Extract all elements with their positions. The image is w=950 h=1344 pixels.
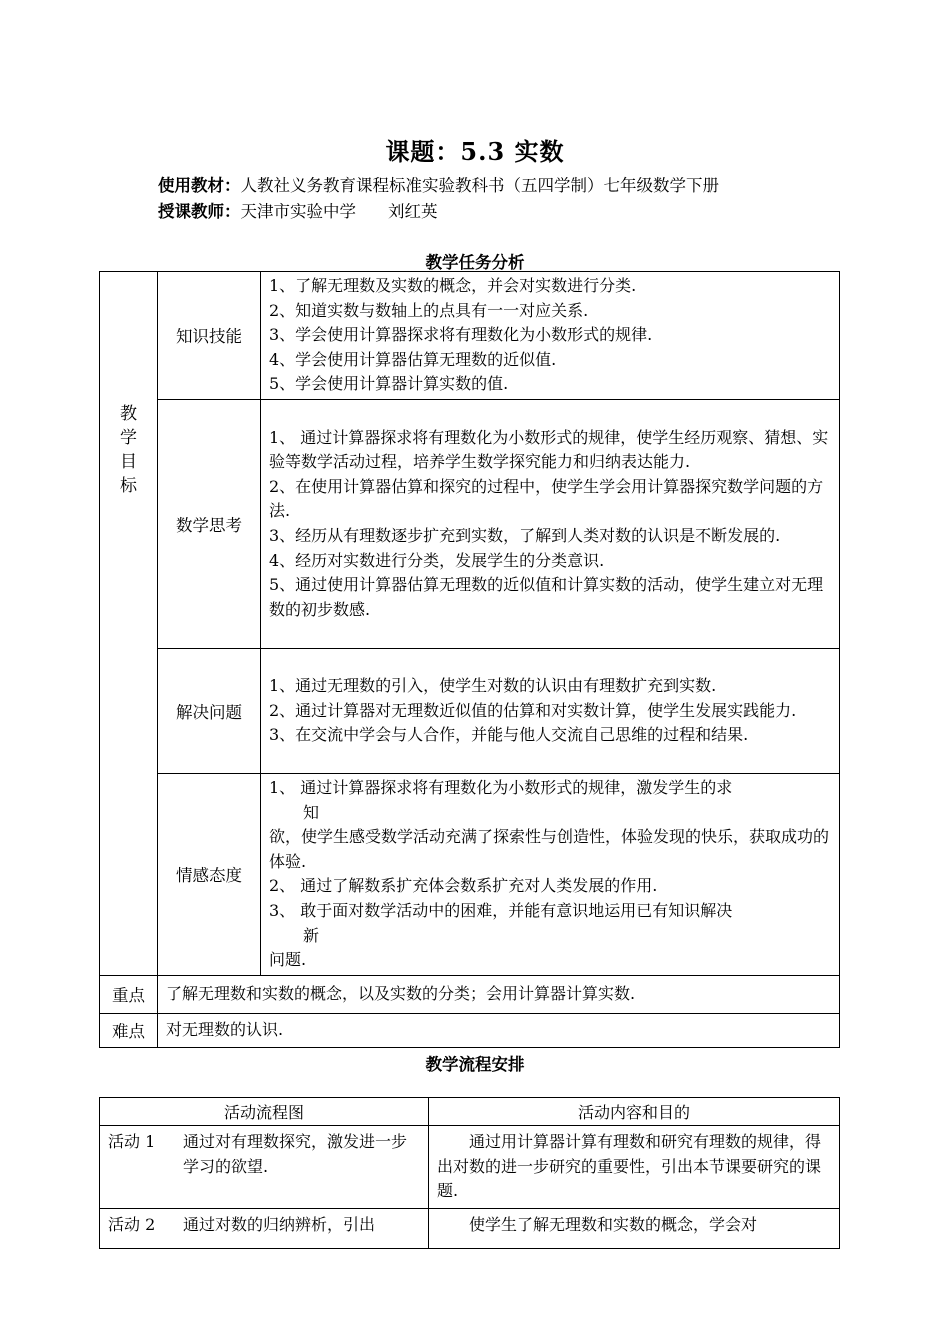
table-row xyxy=(429,1208,840,1248)
activity-content: 使学生了解无理数和实数的概念，学会对 xyxy=(469,1214,758,1234)
category-problem-solving: 解决问题 xyxy=(158,648,261,773)
list-item: 2、知道实数与数轴上的点具有一一对应关系. xyxy=(269,300,589,320)
table-row xyxy=(100,1208,429,1248)
activity-number: 活动 2 xyxy=(108,1214,156,1234)
table-row xyxy=(429,1126,840,1209)
difficulty-text: 对无理数的认识. xyxy=(158,1013,840,1047)
teacher-line xyxy=(158,199,878,225)
teacher-label: 授课教师： xyxy=(158,202,241,221)
page-title: 课题：5.3 实数 xyxy=(385,137,565,166)
category-thinking: 数学思考 xyxy=(158,399,261,648)
list-item: 5、通过使用计算器估算无理数的近似值和计算实数的活动，使学生建立对无理数的初步数感. xyxy=(269,575,824,619)
difficulty-label: 难点 xyxy=(100,1013,158,1047)
thinking-items xyxy=(261,399,840,648)
textbook-line xyxy=(158,173,878,199)
flow-header-chart: 活动流程图 xyxy=(100,1098,429,1126)
flow-arrangement-title: 教学流程安排 xyxy=(425,1055,525,1074)
list-item: 3、学会使用计算器探求将有理数化为小数形式的规律. xyxy=(269,325,653,345)
activity-flow: 通过对有理数探究，激发进一步学习的欲望. xyxy=(183,1132,408,1176)
activity-flow: 通过对数的归纳辨析，引出 xyxy=(183,1214,376,1234)
category-knowledge: 知识技能 xyxy=(158,272,261,400)
table-row xyxy=(100,1126,429,1209)
list-item-cont: 欲，使学生感受数学活动充满了探索性与创造性，体验发现的快乐，获取成功的体验. xyxy=(269,827,830,871)
list-item-wrap: 新 xyxy=(303,925,320,945)
list-item: 4、经历对实数进行分类，发展学生的分类意识. xyxy=(269,550,605,570)
key-point-label: 重点 xyxy=(100,975,158,1013)
list-item: 1、通过无理数的引入，使学生对数的认识由有理数扩充到实数. xyxy=(269,676,717,696)
list-item: 2、 通过了解数系扩充体会数系扩充对人类发展的作用. xyxy=(269,876,658,896)
list-item: 4、学会使用计算器估算无理数的近似值. xyxy=(269,349,557,369)
list-item: 3、经历从有理数逐步扩充到实数，了解到人类对数的认识是不断发展的. xyxy=(269,525,781,545)
list-item: 1、了解无理数及实数的概念，并会对实数进行分类. xyxy=(269,276,637,295)
task-analysis-title: 教学任务分析 xyxy=(425,253,525,272)
list-item: 2、通过计算器对无理数近似值的估算和对实数计算，使学生发展实践能力. xyxy=(269,700,797,720)
problem-items xyxy=(261,648,840,773)
list-item-wrap: 知 xyxy=(303,802,320,822)
task-analysis-table xyxy=(99,271,840,1048)
list-item: 1、 通过计算器探求将有理数化为小数形式的规律，使学生经历观察、猜想、实验等数学活动过程，培养学生数学探究能力和归纳表达能力. xyxy=(269,427,829,472)
attitude-items xyxy=(261,773,840,975)
flow-header-content: 活动内容和目的 xyxy=(429,1098,840,1126)
flow-table xyxy=(99,1097,840,1249)
teaching-goals-label: 教 学 目 标 xyxy=(100,272,158,976)
textbook-value: 人教社义务教育课程标准实验教科书（五四学制）七年级数学下册 xyxy=(240,176,719,195)
list-item: 1、 通过计算器探求将有理数化为小数形式的规律，激发学生的求 xyxy=(269,777,733,797)
list-item: 3、 敢于面对数学活动中的困难，并能有意识地运用已有知识解决 xyxy=(269,900,733,920)
list-item: 2、在使用计算器估算和探究的过程中，使学生学会用计算器探究数学问题的方法. xyxy=(269,476,824,521)
teacher-school: 天津市实验中学 xyxy=(240,202,356,221)
key-point-text: 了解无理数和实数的概念，以及实数的分类；会用计算器计算实数. xyxy=(158,975,840,1013)
activity-number: 活动 1 xyxy=(108,1132,156,1151)
activity-content: 通过用计算器计算有理数和研究有理数的规律，得出对数的进一步研究的重要性，引出本节课要研究的课题. xyxy=(437,1132,822,1201)
list-item: 3、在交流中学会与人合作，并能与他人交流自己思维的过程和结果. xyxy=(269,725,749,745)
textbook-label: 使用教材： xyxy=(158,176,241,195)
teacher-name: 刘红英 xyxy=(388,202,438,221)
list-item-cont: 问题. xyxy=(269,950,307,970)
category-attitude: 情感态度 xyxy=(158,773,261,975)
knowledge-items xyxy=(261,272,840,400)
list-item: 5、学会使用计算器计算实数的值. xyxy=(269,374,509,394)
